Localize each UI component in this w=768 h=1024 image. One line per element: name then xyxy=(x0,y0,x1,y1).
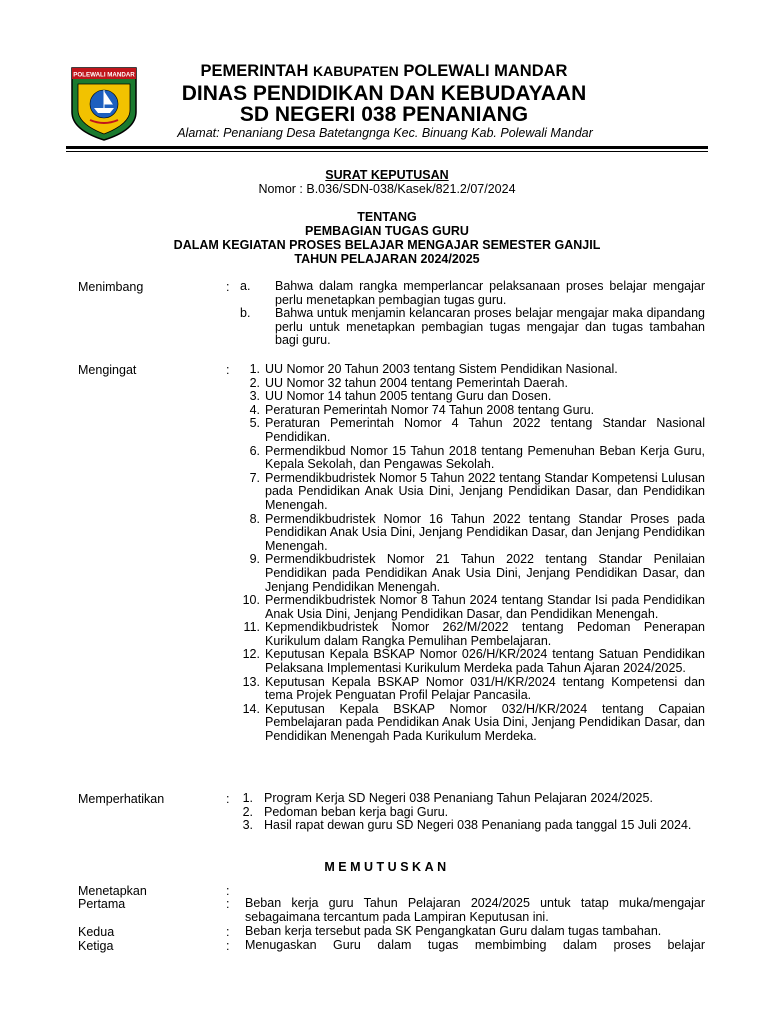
document-number: Nomor : B.036/SDN-038/Kasek/821.2/07/2024 xyxy=(258,182,516,196)
government-name: PEMERINTAH KABUPATEN POLEWALI MANDAR xyxy=(200,62,568,80)
mengingat-label: Mengingat xyxy=(78,363,137,377)
memutuskan-heading: MEMUTUSKAN xyxy=(324,860,450,874)
list-item: a. Bahwa dalam rangka memperlancar pelaksanaan proses belajar mengajar perlu menetapkan pembagian tugas guru. xyxy=(240,279,705,307)
document-heading: SURAT KEPUTUSAN xyxy=(325,168,449,182)
list-item: 5. Peraturan Pemerintah Nomor 4 Tahun 2022 tentang Standar Nasional Pendidikan. xyxy=(249,416,705,444)
list-item: 7. Permendikbudristek Nomor 5 Tahun 2022 tentang Standar Kompetensi Lulusan pada Pendidikan Anak Usia Dini, Jenjang Pendidikan Dasar, dan Pendidikan Menengah. xyxy=(249,470,705,512)
ketiga-text: Menugaskan Guru dalam tugas membimbing dalam proses belajar xyxy=(245,938,705,952)
svg-text:POLEWALI MANDAR: POLEWALI MANDAR xyxy=(73,71,135,79)
list-item: 3. Hasil rapat dewan guru SD Negeri 038 Penaniang pada tanggal 15 Juli 2024. xyxy=(242,818,692,833)
list-item: 12. Keputusan Kepala BSKAP Nomor 026/H/KR/2024 tentang Satuan Pendidikan Pelaksana Implementasi Kurikulum Merdeka pada Tahun Ajaran 2024/2025. xyxy=(242,647,705,676)
letterhead-divider-thick xyxy=(66,146,708,149)
subject-line-1: PEMBAGIAN TUGAS GURU xyxy=(305,224,469,238)
mengingat-list xyxy=(230,363,705,744)
subject-line-2: DALAM KEGIATAN PROSES BELAJAR MENGAJAR SEMESTER GANJIL xyxy=(173,238,601,252)
kedua-text: Beban kerja tersebut pada SK Pengangkatan Guru dalam tugas tambahan. xyxy=(245,924,662,938)
list-item: 2. Pedoman beban kerja bagi Guru. xyxy=(242,804,449,819)
list-item: 3. UU Nomor 14 tahun 2005 tentang Guru dan Dosen. xyxy=(249,389,552,404)
menetapkan-label: Menetapkan xyxy=(78,884,147,898)
school-name: SD NEGERI 038 PENANIANG xyxy=(239,103,529,126)
memperhatikan-list xyxy=(229,792,705,833)
menimbang-colon: : xyxy=(226,280,230,294)
list-item: 4. Peraturan Pemerintah Nomor 74 Tahun 2008 tentang Guru. xyxy=(249,402,595,417)
pertama-text: Beban kerja guru Tahun Pelajaran 2024/2025 untuk tatap muka/mengajar sebagaimana tercantum pada Lampiran Keputusan ini. xyxy=(245,896,705,924)
menetapkan-colon: : xyxy=(226,884,230,898)
polewali-mandar-logo xyxy=(68,64,140,142)
menimbang-list xyxy=(240,280,705,348)
department-name: DINAS PENDIDIKAN DAN KEBUDAYAAN xyxy=(181,82,587,105)
list-item: 14. Keputusan Kepala BSKAP Nomor 032/H/KR/2024 tentang Capaian Pembelajaran pada Pendidikan Anak Usia Dini, Jenjang Pendidikan Dasar, dan Pendidikan Menengah Pada Kurikulum Merdeka. xyxy=(242,701,705,744)
list-item: 10. Permendikbudristek Nomor 8 Tahun 2024 tentang Standar Isi pada Pendidikan Anak Usia Dini, Jenjang Pendidikan Dasar, dan Pendidikan Menengah. xyxy=(242,593,705,621)
list-item: 13. Keputusan Kepala BSKAP Nomor 031/H/KR/2024 tentang Kompetensi dan tema Projek Penguatan Profil Pelajar Pancasila. xyxy=(242,674,705,703)
pertama-label: Pertama xyxy=(78,897,126,911)
list-item: b. Bahwa untuk menjamin kelancaran proses belajar mengajar maka dipandang perlu untuk menetapkan pembagian tugas mengajar dan tugas tambahan bagi guru. xyxy=(240,306,705,348)
ketiga-label: Ketiga xyxy=(78,939,114,953)
mengingat-colon: : xyxy=(226,363,230,377)
kedua-label: Kedua xyxy=(78,925,115,939)
ketiga-colon: : xyxy=(226,939,230,953)
letterhead-divider-thin xyxy=(66,151,708,152)
menimbang-label: Menimbang xyxy=(78,280,144,294)
list-item: 1. UU Nomor 20 Tahun 2003 tentang Sistem Pendidikan Nasional. xyxy=(249,362,618,376)
memperhatikan-colon: : xyxy=(226,792,230,806)
school-address: Alamat: Penaniang Desa Batetangnga Kec. Binuang Kab. Polewali Mandar xyxy=(177,126,593,140)
list-item: 11. Kepmendikbudristek Nomor 262/M/2022 tentang Pedoman Penerapan Kurikulum dalam Rangka Pemulihan Pembelajaran. xyxy=(243,620,705,648)
pertama-colon: : xyxy=(226,897,230,911)
memperhatikan-label: Memperhatikan xyxy=(78,792,165,806)
subject-line-3: TAHUN PELAJARAN 2024/2025 xyxy=(294,252,480,266)
list-item: 6. Permendikbud Nomor 15 Tahun 2018 tentang Pemenuhan Beban Kerja Guru, Kepala Sekolah, dan Pengawas Sekolah. xyxy=(249,443,705,472)
list-item: 2. UU Nomor 32 tahun 2004 tentang Pemerintah Daerah. xyxy=(249,375,568,390)
list-item: 8. Permendikbudristek Nomor 16 Tahun 2022 tentang Standar Proses pada Pendidikan Anak Usia Dini, Jenjang Pendidikan Dasar, dan Jenjang Pendidikan Menengah. xyxy=(249,511,705,553)
list-item: 1. Program Kerja SD Negeri 038 Penaniang Tahun Pelajaran 2024/2025. xyxy=(242,791,653,805)
tentang-heading: TENTANG xyxy=(357,210,417,224)
list-item: 9. Permendikbudristek Nomor 21 Tahun 2022 tentang Standar Penilaian Pendidikan pada Pendidikan Anak Usia Dini, Jenjang Pendidikan Dasar, dan Jenjang Pendidikan Menengah. xyxy=(249,552,705,594)
kedua-colon: : xyxy=(226,925,230,939)
